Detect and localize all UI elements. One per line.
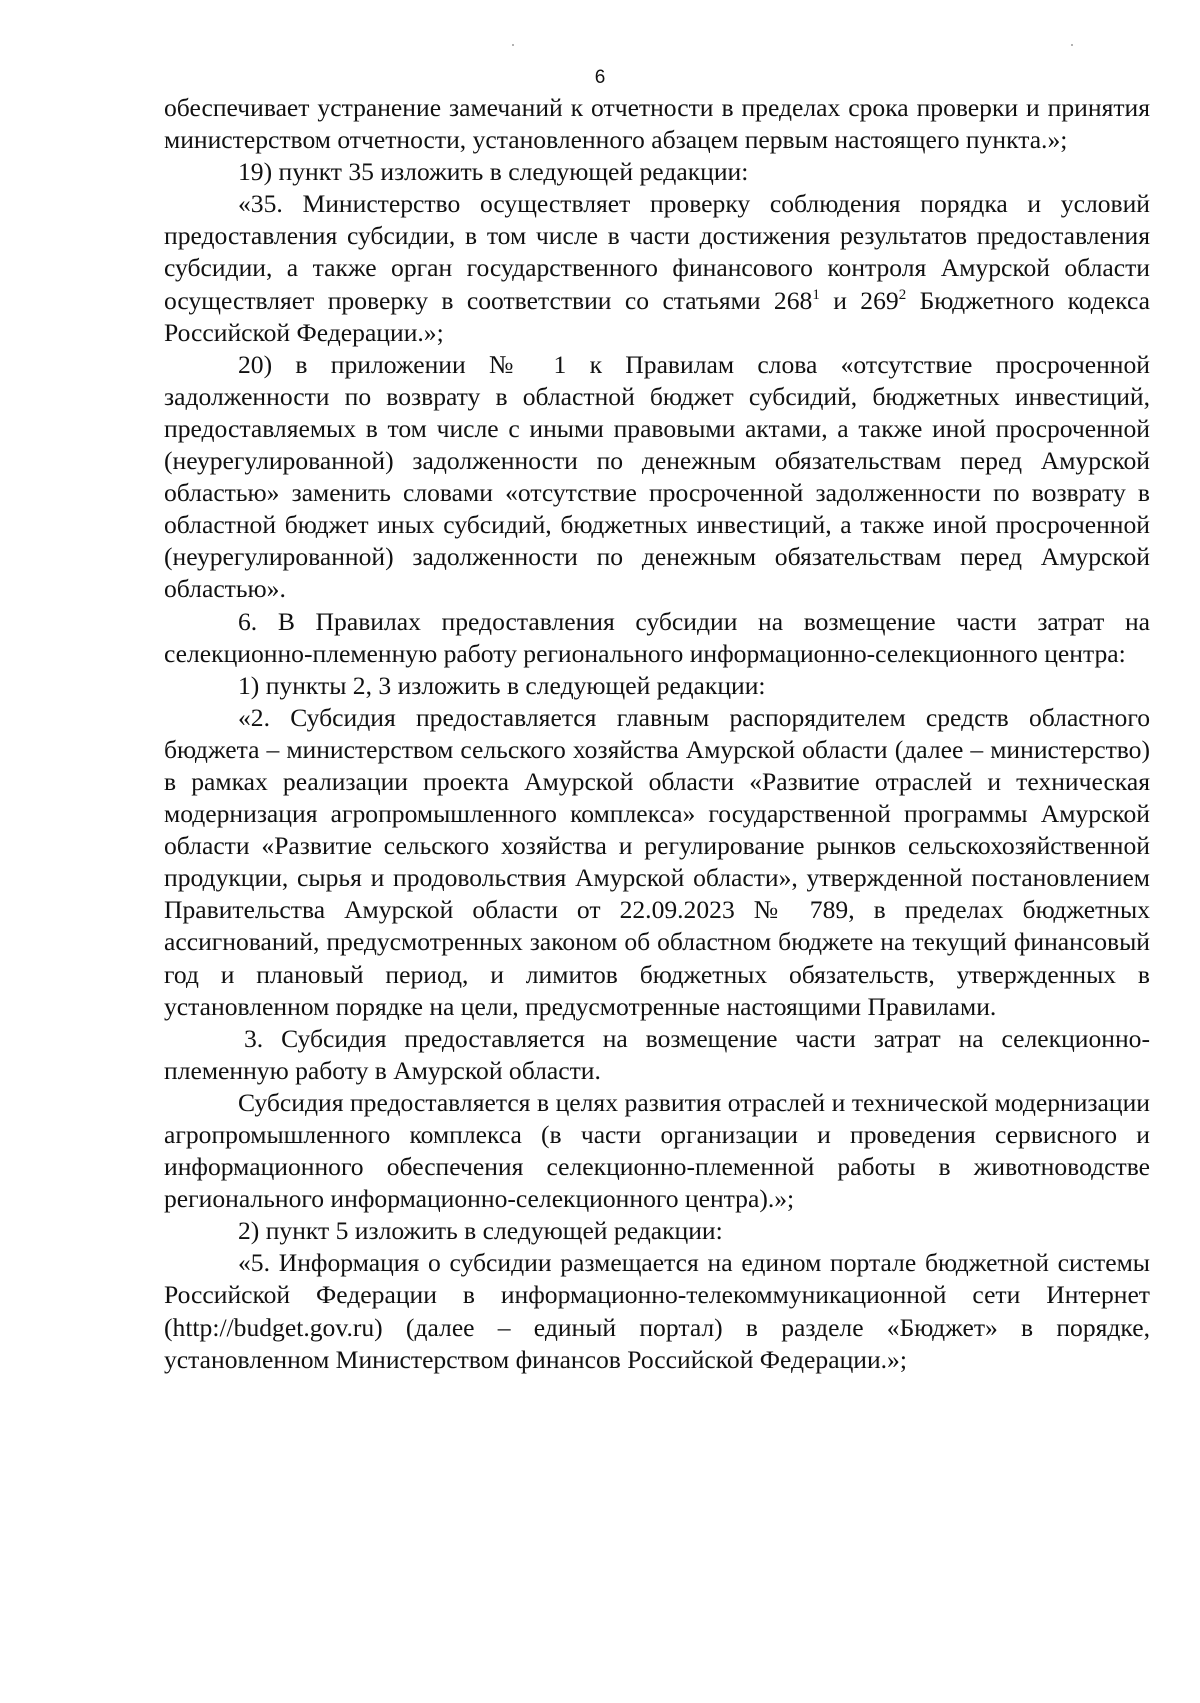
superscript-article-269: 2 (898, 286, 907, 303)
paragraph-item-1: 1) пункты 2, 3 изложить в следующей редакции: (238, 670, 766, 700)
document-body (164, 92, 1150, 1376)
scan-artifact-dot (512, 44, 514, 46)
paragraph-point-2: «2. Субсидия предоставляется главным распорядителем средств областного бюджета – министерством сельского хозяйства Амурской области (далее – министерство) в рамках реализации проекта Амурской области «Развитие отраслей и техническая модернизация агропромышленного комплекса» государственной программы Амурской области «Развитие сельского хозяйства и регулирование рынков сельскохозяйственной продукции, сырья и продовольствия Амурской области», утвержденной постановлением Правительства Амурской области от 22.09.2023 № 789, в пределах бюджетных ассигнований, предусмотренных законом об областном бюджете на текущий финансовый год и плановый период, и лимитов бюджетных обязательств, утвержденных в установленном порядке на цели, предусмотренные настоящими Правилами. (164, 702, 1150, 1021)
paragraph-point-3: 3. Субсидия предоставляется на возмещение части затрат на селекционно-племенную работу в Амурской области. (164, 1023, 1150, 1085)
paragraph-item-2: 2) пункт 5 изложить в следующей редакции: (238, 1216, 723, 1246)
paragraph-item-20: 20) в приложении № 1 к Правилам слова «отсутствие просроченной задолженности по возврату в областной бюджет субсидий, бюджетных инвестиций, предоставляемых в том числе с иными правовыми актами, а также иной просроченной (неурегулированной) задолженности по денежным обязательствам перед Амурской областью» заменить словами «отсутствие просроченной задолженности по возврату в областной бюджет иных субсидий, бюджетных инвестиций, а также иной просроченной (неурегулированной) задолженности по денежным обязательствам перед Амурской областью». (164, 349, 1150, 604)
paragraph-point-35-text-start: «35. Министерство осуществляет проверку соблюдения порядка и условий предоставления субсидии, в том числе в части достижения результатов предоставления субсидии, а также орган государственного финансового контроля Амурской области осуществляет проверку в соответствии со статьями 268 (164, 189, 1150, 315)
paragraph-point-35 (164, 188, 1150, 348)
paragraph-point-35-text-middle: и 269 (819, 285, 899, 315)
paragraph-point-5: «5. Информация о субсидии размещается на едином портале бюджетной системы Российской Федерации в информационно-телекоммуникационной сети Интернет (http://budget.gov.ru) (далее – единый портал) в разделе «Бюджет» в порядке, установленном Министерством финансов Российской Федерации.»; (164, 1248, 1150, 1374)
paragraph-section-6: 6. В Правилах предоставления субсидии на возмещение части затрат на селекционно-племенную работу регионального информационно-селекционного центра: (164, 606, 1150, 668)
paragraph-item-19: 19) пункт 35 изложить в следующей редакции: (238, 157, 749, 187)
paragraph-point-3-purpose: Субсидия предоставляется в целях развития отраслей и технической модернизации агропромышленного комплекса (в части организации и проведения сервисного и информационного обеспечения селекционно-племенной работы в животноводстве регионального информационно-селекционного центра).»; (164, 1087, 1150, 1214)
page-number: 6 (594, 67, 606, 88)
paragraph-continuation: обеспечивает устранение замечаний к отчетности в пределах срока проверки и принятия министерством отчетности, установленного абзацем первым настоящего пункта.»; (164, 93, 1150, 155)
superscript-article-268: 1 (812, 286, 820, 303)
scan-artifact-dot (1071, 44, 1073, 46)
paragraph-point-35-text-end: Бюджетного кодекса Российской Федерации.»; (164, 285, 1150, 347)
